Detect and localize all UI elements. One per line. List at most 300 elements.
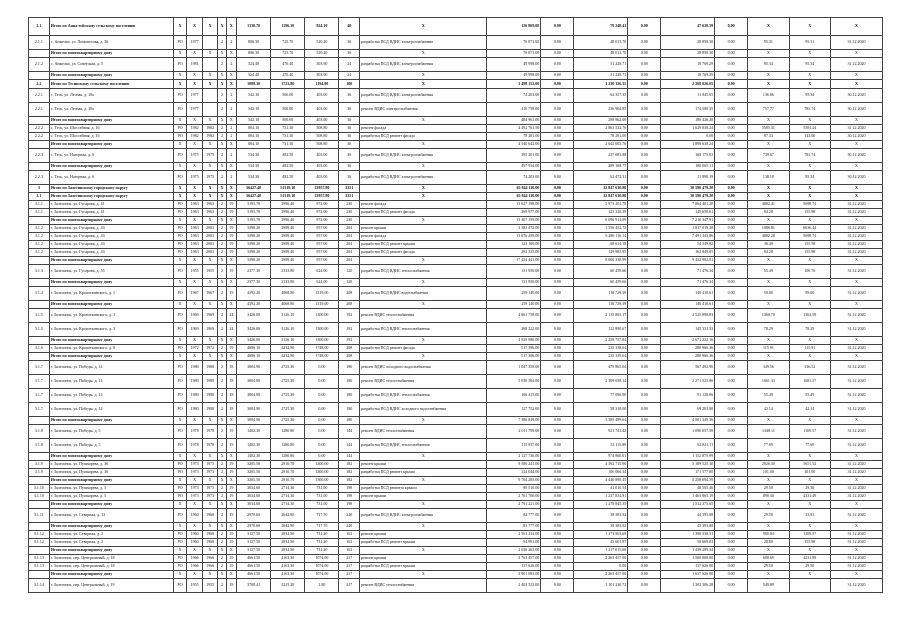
work-type-cell: X bbox=[360, 72, 487, 80]
regional-funds-cell: 8 000 338.99 bbox=[574, 257, 628, 265]
regional-funds-cell: 4 392 715.90 bbox=[574, 461, 628, 469]
residents-cell: 230 bbox=[339, 209, 360, 217]
work-type-cell: X bbox=[360, 523, 487, 531]
year-built-cell: X bbox=[187, 453, 203, 461]
nonliving-area-cell: 403.00 bbox=[305, 171, 339, 185]
year-built-cell: 1980 bbox=[187, 403, 203, 417]
federal-funds-cell: 0.00 bbox=[541, 547, 574, 555]
unit-cost-cell: X bbox=[748, 477, 789, 485]
total-area-cell: 1888.30 bbox=[236, 80, 270, 89]
federal-funds-cell: 0.00 bbox=[541, 217, 574, 225]
residents-cell: 162 bbox=[339, 547, 360, 555]
residents-cell: 208 bbox=[339, 353, 360, 361]
total-cost-cell: 9 704 285.00 bbox=[487, 477, 541, 485]
year-overhaul-cell: X bbox=[202, 301, 218, 309]
address-cell: г. Залесинск, ул. Кропоткинского, д. 3 bbox=[49, 323, 173, 337]
regional-funds-cell: 60 459.66 bbox=[574, 279, 628, 287]
address-cell: г. Залесинск, ул. Победы, д. 5 bbox=[49, 425, 173, 439]
table-row bbox=[29, 485, 883, 493]
work-type-cell: ремонт крыши bbox=[360, 461, 487, 469]
ownership-cell: РО bbox=[173, 171, 186, 185]
completion-date-cell: 31.12.2020 bbox=[831, 201, 883, 209]
federal-funds-cell: 0.00 bbox=[541, 501, 574, 509]
floors-cell: X bbox=[218, 501, 226, 509]
regional-funds-cell: 1 278 845.35 bbox=[574, 501, 628, 509]
nonliving-area-cell: 1300.00 bbox=[305, 469, 339, 477]
row-number-cell: 3.1.7 bbox=[29, 375, 50, 389]
living-area-cell: 482.50 bbox=[271, 163, 305, 171]
total-area-cell: 4392.20 bbox=[236, 301, 270, 309]
floors-cell: 2 bbox=[218, 425, 226, 439]
nonliving-area-cell: 972.00 bbox=[305, 209, 339, 217]
total-area-cell: 806.30 bbox=[236, 50, 270, 58]
total-cost-cell: 49 998.00 bbox=[487, 58, 541, 72]
work-type-cell: разработка ПСД ремонт крыши bbox=[360, 539, 487, 547]
completion-date-cell: 31.12.2020 bbox=[831, 461, 883, 469]
address-cell: Итого по многоквартирному дому bbox=[49, 571, 173, 579]
work-type-cell: X bbox=[360, 18, 487, 36]
year-built-cell: X bbox=[187, 279, 203, 287]
year-overhaul-cell: 1982 bbox=[202, 125, 218, 133]
total-cost-cell: 74 203.00 bbox=[487, 171, 541, 185]
entrances-cell: 24 bbox=[226, 323, 236, 337]
total-area-cell: 4686.10 bbox=[236, 345, 270, 353]
total-area-cell: 804.10 bbox=[236, 125, 270, 133]
living-area-cell: 2642.90 bbox=[271, 523, 305, 531]
regional-funds-cell: 118 729.39 bbox=[574, 301, 628, 309]
work-type-cell: ремонт ВДИС теплоснабжения bbox=[360, 375, 487, 389]
floors-cell: X bbox=[218, 279, 226, 287]
federal-funds-cell: 0.00 bbox=[541, 439, 574, 453]
table-total-row bbox=[29, 18, 883, 36]
residents-cell: 198 bbox=[339, 501, 360, 509]
total-cost-cell: 76 871.00 bbox=[487, 50, 541, 58]
floors-cell: X bbox=[218, 417, 226, 425]
work-type-cell: X bbox=[360, 141, 487, 149]
nonliving-area-cell: 1319.00 bbox=[305, 301, 339, 309]
federal-funds-cell: 0.00 bbox=[541, 225, 574, 233]
regional-funds-cell: 48 013.70 bbox=[574, 50, 628, 58]
other-funds-cell: 0.00 bbox=[715, 375, 748, 389]
other-funds-cell: 0.00 bbox=[715, 555, 748, 563]
total-area-cell: 1402.30 bbox=[236, 439, 270, 453]
floors-cell: X bbox=[218, 257, 226, 265]
regional-funds-cell: 60 459.66 bbox=[574, 265, 628, 279]
local-funds-cell: 0.00 bbox=[628, 353, 661, 361]
owner-funds-cell: 9 432 982.01 bbox=[661, 257, 715, 265]
year-built-cell: 1963 bbox=[187, 233, 203, 241]
other-funds-cell: 0.00 bbox=[715, 133, 748, 141]
floors-cell: 2 bbox=[218, 509, 226, 523]
row-number-cell: 3.1.14 bbox=[29, 579, 50, 593]
year-built-cell: X bbox=[187, 337, 203, 345]
nonliving-area-cell: 13957.80 bbox=[305, 185, 339, 193]
row-number-cell: 2.1 bbox=[29, 18, 50, 36]
other-funds-cell: 0.00 bbox=[715, 257, 748, 265]
work-type-cell: X bbox=[360, 337, 487, 345]
unit-cost-cell: 84.28 bbox=[748, 249, 789, 257]
residents-cell: 208 bbox=[339, 345, 360, 353]
federal-funds-cell: 0.00 bbox=[541, 539, 574, 547]
owner-funds-cell: 48 505.46 bbox=[661, 485, 715, 493]
unit-cost-cell: 757.77 bbox=[748, 103, 789, 117]
total-area-cell: 3004.90 bbox=[236, 375, 270, 389]
year-built-cell: 1963 bbox=[187, 209, 203, 217]
entrances-cell: 19 bbox=[226, 539, 236, 547]
completion-date-cell: X bbox=[831, 141, 883, 149]
total-cost-cell: 127 752.00 bbox=[487, 403, 541, 417]
table-total-row bbox=[29, 80, 883, 89]
federal-funds-cell: 0.00 bbox=[541, 125, 574, 133]
completion-date-cell: X bbox=[831, 453, 883, 461]
owner-funds-cell: 11 845.65 bbox=[661, 89, 715, 103]
nonliving-area-cell: 972.00 bbox=[305, 201, 339, 209]
entrances-cell: 19 bbox=[226, 555, 236, 563]
total-cost-cell: 74 203.00 bbox=[487, 89, 541, 103]
ownership-cell: РО bbox=[173, 361, 186, 375]
nonliving-area-cell: 731.20 bbox=[305, 547, 339, 555]
entrances-cell: X bbox=[226, 50, 236, 58]
local-funds-cell: 0.00 bbox=[628, 547, 661, 555]
local-funds-cell: 0.00 bbox=[628, 571, 661, 579]
regional-funds-cell: 53 115.89 bbox=[574, 439, 628, 453]
floors-cell: 2 bbox=[218, 58, 226, 72]
table-total-row bbox=[29, 501, 883, 509]
max-unit-cost-cell: X bbox=[789, 18, 830, 36]
address-cell: Итого по Анна-есйскому сельскому поселению bbox=[49, 18, 173, 36]
year-overhaul-cell: X bbox=[202, 193, 218, 201]
entrances-cell: 19 bbox=[226, 425, 236, 439]
address-cell: г. Залесинск, ул. Кропоткинского, д. 8 bbox=[49, 345, 173, 353]
address-cell: г. Залесинск, ул. Победы, д. 14 bbox=[49, 361, 173, 375]
ownership-cell: РО bbox=[173, 233, 186, 241]
total-cost-cell: 484 961.00 bbox=[487, 117, 541, 125]
living-area-cell: 2832.50 bbox=[271, 547, 305, 555]
table-row bbox=[29, 425, 883, 439]
total-area-cell: 2970.60 bbox=[236, 509, 270, 523]
work-type-cell: ремонт крыши bbox=[360, 493, 487, 501]
unit-cost-cell: 115.91 bbox=[748, 345, 789, 353]
total-cost-cell: 2 791 221.00 bbox=[487, 501, 541, 509]
nonliving-area-cell: 957.00 bbox=[305, 225, 339, 233]
federal-funds-cell: 0.00 bbox=[541, 323, 574, 337]
year-built-cell: 1967 bbox=[187, 287, 203, 301]
ownership-cell: X bbox=[173, 217, 186, 225]
year-built-cell: 1972 bbox=[187, 345, 203, 353]
row-number-cell: 3.1.1 bbox=[29, 201, 50, 209]
residents-cell: 180 bbox=[339, 417, 360, 425]
completion-date-cell: X bbox=[831, 477, 883, 485]
work-type-cell: разработка ПСД ремонт фасада bbox=[360, 345, 487, 353]
entrances-cell: 18 bbox=[226, 361, 236, 375]
total-area-cell: 3205.50 bbox=[236, 477, 270, 485]
floors-cell: 2 bbox=[218, 287, 226, 301]
local-funds-cell: 0.00 bbox=[628, 523, 661, 531]
ownership-cell: X bbox=[173, 80, 186, 89]
ownership-cell: РО bbox=[173, 461, 186, 469]
residents-cell: 182 bbox=[339, 477, 360, 485]
regional-funds-cell: 974 860.01 bbox=[574, 453, 628, 461]
completion-date-cell: 31.12.2020 bbox=[831, 361, 883, 375]
address-cell: с. Тесь, ул. Лесная, д. 10а bbox=[49, 89, 173, 103]
table-row bbox=[29, 509, 883, 523]
owner-funds-cell: 7 064 401.20 bbox=[661, 201, 715, 209]
max-unit-cost-cell: 783.74 bbox=[789, 103, 830, 117]
local-funds-cell: 0.00 bbox=[628, 125, 661, 133]
row-number-cell: 3.1.5 bbox=[29, 309, 50, 323]
local-funds-cell: 0.00 bbox=[628, 80, 661, 89]
ownership-cell: X bbox=[173, 72, 186, 80]
max-unit-cost-cell: X bbox=[789, 163, 830, 171]
completion-date-cell: 31.12.2020 bbox=[831, 389, 883, 403]
owner-funds-cell: 1 629 838.24 bbox=[661, 125, 715, 133]
federal-funds-cell: 0.00 bbox=[541, 469, 574, 477]
other-funds-cell: 0.00 bbox=[715, 185, 748, 193]
owner-funds-cell: 168 175.02 bbox=[661, 149, 715, 163]
total-area-cell: 3034.60 bbox=[236, 485, 270, 493]
address-cell: Итого по многоквартирному дому bbox=[49, 353, 173, 361]
ownership-cell: X bbox=[173, 193, 186, 201]
year-built-cell: 1980 bbox=[187, 361, 203, 375]
work-type-cell: ремонт крыши bbox=[360, 531, 487, 539]
other-funds-cell: 0.00 bbox=[715, 201, 748, 209]
floors-cell: 2 bbox=[218, 103, 226, 117]
table-total-row bbox=[29, 141, 883, 149]
table-total-row bbox=[29, 477, 883, 485]
federal-funds-cell: 0.00 bbox=[541, 279, 574, 287]
work-type-cell: X bbox=[360, 279, 487, 287]
floors-cell: 2 bbox=[218, 555, 226, 563]
ownership-cell: X bbox=[173, 279, 186, 287]
other-funds-cell: 0.00 bbox=[715, 485, 748, 493]
work-type-cell: разработка ПСД ВДИС электроснабжения bbox=[360, 89, 487, 103]
ownership-cell: X bbox=[173, 163, 186, 171]
total-cost-cell: 1 047 358.00 bbox=[487, 361, 541, 375]
address-cell: Итого по многоквартирному дому bbox=[49, 501, 173, 509]
owner-funds-cell: 18 769.29 bbox=[661, 58, 715, 72]
ownership-cell: РО bbox=[173, 539, 186, 547]
max-unit-cost-cell: X bbox=[789, 117, 830, 125]
federal-funds-cell: 0.00 bbox=[541, 193, 574, 201]
total-cost-cell: 2 403 523.00 bbox=[487, 579, 541, 593]
nonliving-area-cell: 731.20 bbox=[305, 539, 339, 547]
living-area-cell: 51319.10 bbox=[271, 193, 305, 201]
living-area-cell: 470.40 bbox=[271, 72, 305, 80]
table-row bbox=[29, 58, 883, 72]
living-area-cell: 482.50 bbox=[271, 149, 305, 163]
max-unit-cost-cell: 143.00 bbox=[789, 133, 830, 141]
regional-funds-cell: 1 101 216.72 bbox=[574, 579, 628, 593]
year-overhaul-cell: X bbox=[202, 80, 218, 89]
residents-cell: 192 bbox=[339, 323, 360, 337]
table-row bbox=[29, 171, 883, 185]
table-row bbox=[29, 36, 883, 50]
work-type-cell: ремонт ВДИС теплоснабжения bbox=[360, 579, 487, 593]
nonliving-area-cell: 0.00 bbox=[305, 439, 339, 453]
completion-date-cell: 31.12.2020 bbox=[831, 58, 883, 72]
regional-funds-cell: 2 642 003.76 bbox=[574, 141, 628, 149]
year-overhaul-cell bbox=[202, 36, 218, 50]
total-area-cell: 56427.40 bbox=[236, 193, 270, 201]
address-cell: г. Залесинск, ул. Победы, д. 14 bbox=[49, 389, 173, 403]
unit-cost-cell: X bbox=[748, 501, 789, 509]
total-cost-cell: 2 561 234.00 bbox=[487, 531, 541, 539]
other-funds-cell: 0.00 bbox=[715, 337, 748, 345]
nonliving-area-cell: 624.00 bbox=[305, 265, 339, 279]
regional-funds-cell: 41 010.54 bbox=[574, 485, 628, 493]
completion-date-cell: 30.12.2020 bbox=[831, 171, 883, 185]
year-overhaul-cell: X bbox=[202, 279, 218, 287]
table-row bbox=[29, 389, 883, 403]
year-overhaul-cell: X bbox=[202, 163, 218, 171]
living-area-cell: 2999.40 bbox=[271, 225, 305, 233]
year-overhaul-cell: 1973 bbox=[202, 469, 218, 477]
table-row bbox=[29, 403, 883, 417]
work-type-cell: X bbox=[360, 547, 487, 555]
regional-funds-cell: 62 472.31 bbox=[574, 171, 628, 185]
residents-cell: 120 bbox=[339, 265, 360, 279]
year-built-cell: X bbox=[187, 501, 203, 509]
total-area-cell: 804.10 bbox=[236, 141, 270, 149]
work-type-cell: X bbox=[360, 417, 487, 425]
completion-date-cell: 31.12.2020 bbox=[831, 485, 883, 493]
ownership-cell: X bbox=[173, 185, 186, 193]
total-area-cell: 3004.90 bbox=[236, 417, 270, 425]
table-total-row bbox=[29, 217, 883, 225]
total-cost-cell: 4 929 980.00 bbox=[487, 337, 541, 345]
table-total-row bbox=[29, 185, 883, 193]
floors-cell: 2 bbox=[218, 265, 226, 279]
total-area-cell: 4392.20 bbox=[236, 287, 270, 301]
total-area-cell: 4661.50 bbox=[236, 563, 270, 571]
table-row bbox=[29, 361, 883, 375]
row-number-cell: 3.1.10 bbox=[29, 485, 50, 493]
total-area-cell: 3193.70 bbox=[236, 209, 270, 217]
ownership-cell: РО bbox=[173, 425, 186, 439]
residents-cell: 182 bbox=[339, 469, 360, 477]
completion-date-cell: X bbox=[831, 571, 883, 579]
year-built-cell: 1966 bbox=[187, 555, 203, 563]
living-area-cell: 2996.40 bbox=[271, 209, 305, 217]
other-funds-cell: 0.00 bbox=[715, 241, 748, 249]
unit-cost-cell: X bbox=[748, 185, 789, 193]
owner-funds-cell: 1 463 865.19 bbox=[661, 493, 715, 501]
local-funds-cell: 0.00 bbox=[628, 493, 661, 501]
other-funds-cell: 0.00 bbox=[715, 493, 748, 501]
entrances-cell: 2 bbox=[226, 171, 236, 185]
floors-cell: 2 bbox=[218, 171, 226, 185]
ownership-cell: X bbox=[173, 337, 186, 345]
living-area-cell: 2725.30 bbox=[271, 375, 305, 389]
year-overhaul-cell: 2003 bbox=[202, 249, 218, 257]
ownership-cell: X bbox=[173, 523, 186, 531]
work-type-cell: разработка ПСД ВДИС холодного водоснабжения bbox=[360, 403, 487, 417]
address-cell: Итого по многоквартирному дому bbox=[49, 279, 173, 287]
federal-funds-cell: 0.00 bbox=[541, 163, 574, 171]
address-cell: г. Залесинск, ул. Победы, д. 14 bbox=[49, 403, 173, 417]
max-unit-cost-cell: 29.50 bbox=[789, 485, 830, 493]
regional-funds-cell: 68 614.18 bbox=[574, 241, 628, 249]
regional-funds-cell: 48 013.70 bbox=[574, 36, 628, 50]
total-cost-cell: 5 050 584.00 bbox=[487, 375, 541, 389]
regional-funds-cell: 78 281.00 bbox=[574, 133, 628, 141]
completion-date-cell: X bbox=[831, 501, 883, 509]
completion-date-cell: 30.12.2020 bbox=[831, 103, 883, 117]
entrances-cell: X bbox=[226, 523, 236, 531]
ownership-cell: РО bbox=[173, 149, 186, 163]
entrances-cell: 19 bbox=[226, 225, 236, 233]
entrances-cell: X bbox=[226, 163, 236, 171]
table-row bbox=[29, 241, 883, 249]
federal-funds-cell: 0.00 bbox=[541, 309, 574, 323]
regional-funds-cell: 4 446 890.45 bbox=[574, 477, 628, 485]
floors-cell: X bbox=[218, 217, 226, 225]
total-cost-cell: 13 676 458.00 bbox=[487, 233, 541, 241]
total-cost-cell: 89 510.00 bbox=[487, 485, 541, 493]
completion-date-cell: X bbox=[831, 72, 883, 80]
table-total-row bbox=[29, 523, 883, 531]
unit-cost-cell: 55.49 bbox=[748, 265, 789, 279]
nonliving-area-cell: 0.00 bbox=[305, 375, 339, 389]
unit-cost-cell: 1086.81 bbox=[748, 225, 789, 233]
address-cell: г. Залесинск, пер. Центральный, д. 19 bbox=[49, 579, 173, 593]
other-funds-cell: 0.00 bbox=[715, 279, 748, 287]
floors-cell: X bbox=[218, 141, 226, 149]
total-area-cell: 3398.20 bbox=[236, 233, 270, 241]
ownership-cell: X bbox=[173, 477, 186, 485]
completion-date-cell: X bbox=[831, 217, 883, 225]
year-overhaul-cell: X bbox=[202, 477, 218, 485]
table-row bbox=[29, 309, 883, 323]
residents-cell: 36 bbox=[339, 125, 360, 133]
entrances-cell: X bbox=[226, 353, 236, 361]
owner-funds-cell: 1 898 638.24 bbox=[661, 141, 715, 149]
other-funds-cell: 0.00 bbox=[715, 103, 748, 117]
row-number-cell: 3.1.9 bbox=[29, 469, 50, 477]
unit-cost-cell: X bbox=[748, 417, 789, 425]
floors-cell: 2 bbox=[218, 149, 226, 163]
residents-cell: 36 bbox=[339, 133, 360, 141]
completion-date-cell: 31.12.2020 bbox=[831, 225, 883, 233]
other-funds-cell: 0.00 bbox=[715, 163, 748, 171]
local-funds-cell: 0.00 bbox=[628, 36, 661, 50]
ownership-cell: РО bbox=[173, 36, 186, 50]
owner-funds-cell: 69 203.00 bbox=[661, 403, 715, 417]
table-row bbox=[29, 323, 883, 337]
ownership-cell: РО bbox=[173, 485, 186, 493]
total-cost-cell: 115 937.00 bbox=[487, 439, 541, 453]
federal-funds-cell: 0.00 bbox=[541, 249, 574, 257]
table-row bbox=[29, 249, 883, 257]
total-area-cell: 3127.50 bbox=[236, 547, 270, 555]
year-overhaul-cell: 1966 bbox=[202, 555, 218, 563]
floors-cell: X bbox=[218, 571, 226, 579]
row-number-cell: 2.1.1 bbox=[29, 36, 50, 50]
work-type-cell: X bbox=[360, 571, 487, 579]
owner-funds-cell: 18 769.29 bbox=[661, 72, 715, 80]
residents-cell: 3351 bbox=[339, 193, 360, 201]
table-total-row bbox=[29, 257, 883, 265]
work-type-cell: ремонт крыши bbox=[360, 225, 487, 233]
other-funds-cell: 0.00 bbox=[715, 80, 748, 89]
unit-cost-cell: X bbox=[748, 117, 789, 125]
completion-date-cell: 31.12.2020 bbox=[831, 493, 883, 501]
row-number-cell: 3.1.12 bbox=[29, 531, 50, 539]
work-type-cell: разработка ПСД ВДИС теплоснабжения bbox=[360, 389, 487, 403]
work-type-cell: разработка ПСД ВДИС теплоснабжения bbox=[360, 265, 487, 279]
address-cell: г. Залесинск, ул. Пушкарева, д. 36 bbox=[49, 461, 173, 469]
row-number-cell: 2.1.2 bbox=[29, 58, 50, 72]
